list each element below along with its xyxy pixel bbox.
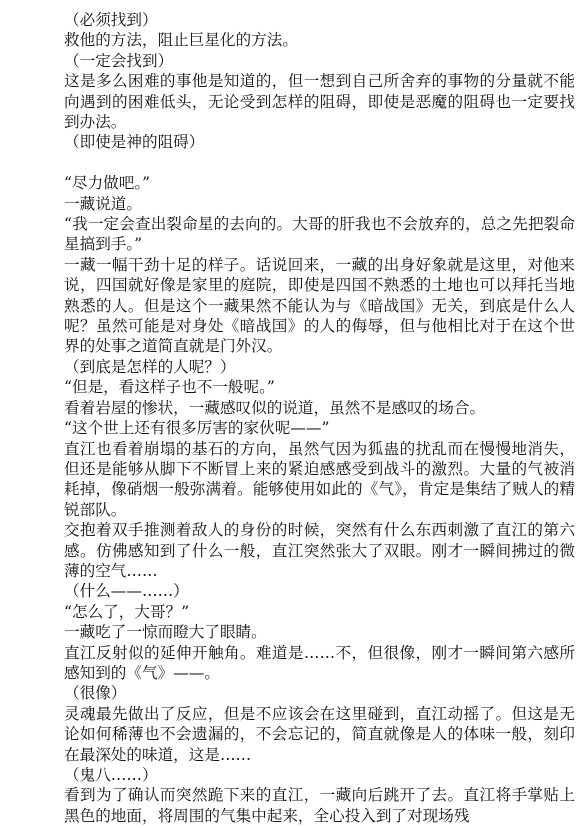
paragraph: （鬼八……）: [64, 766, 158, 785]
paragraph: 直江也看着崩塌的基石的方向，虽然气因为狐蛊的扰乱而在慢慢地消失，但还是能够从脚下不断冒上来的紧迫感感受到战斗的激烈。大量的气被消耗掉，像硝烟一般弥满着。能够使用如此的《气》，肯定是集结了贼人的精锐部队。: [64, 439, 575, 519]
paragraph: 救他的方法，阻止巨星化的方法。: [64, 31, 298, 50]
paragraph: 这是多么困难的事他是知道的，但一想到自己所舍弃的事物的分量就不能向遇到的困难低头，无论受到怎样的阻碍，即使是恶魔的阻碍也一定要找到办法。: [64, 72, 575, 132]
paragraph: “尽力做吧。”: [64, 174, 151, 193]
paragraph: （即使是神的阻碍）: [64, 133, 205, 152]
paragraph: 一藏说道。: [64, 194, 142, 213]
paragraph: 看到为了确认而突然跪下来的直江，一藏向后跳开了去。直江将手掌贴上黑色的地面，将周围的气集中起来，全心投入到了对现场残: [64, 786, 575, 825]
paragraph: （一定会找到）: [64, 51, 174, 70]
paragraph: 交抱着双手推测着敌人的身份的时候，突然有什么东西刺激了直江的第六感。仿佛感知到了什么一般，直江突然张大了双眼。刚才一瞬间拂过的微薄的空气……: [64, 521, 575, 580]
paragraph: （必须找到）: [64, 11, 158, 29]
paragraph: 看着岩屋的惨状，一藏感叹似的说道，虽然不是感叹的场合。: [64, 398, 486, 417]
paragraph: “但是，看这样子也不一般呢。”: [64, 378, 275, 397]
paragraph: （什么——……）: [64, 582, 189, 601]
paragraph: 直江反射似的延伸开触角。难道是……不，但很像，刚才一瞬间第六感所感知到的《气》——。: [64, 643, 575, 682]
blank-line: [64, 153, 575, 173]
paragraph: 一藏一幅干劲十足的样子。话说回来，一藏的出身好象就是这里，对他来说，四国就好像是家里的庭院，即使是四国不熟悉的土地也可以拜托当地熟悉的人。但是这个一藏果然不能认为与《暗战国》无关，到底是什么人呢？虽然可能是对身处《暗战国》的人的侮辱，但与他相比对于在这个世界的处事之道简直就是门外汉。: [64, 255, 575, 356]
paragraph: （到底是怎样的人呢？）: [64, 357, 236, 376]
paragraph: 一藏吃了一惊而瞪大了眼睛。: [64, 623, 267, 642]
paragraph: “我一定会查出裂命星的去向的。大哥的肝我也不会放弃的，总之先把裂命星搞到手。”: [64, 215, 575, 254]
paragraph: 灵魂最先做出了反应，但是不应该会在这里碰到，直江动摇了。但这是无论如何稀薄也不会遗漏的，不会忘记的，简直就像是人的体味一般，刻印在最深处的味道，这是……: [64, 704, 575, 764]
paragraph: “怎么了，大哥？”: [64, 602, 190, 621]
paragraph: （很像）: [64, 684, 127, 703]
paragraph: “这个世上还有很多厉害的家伙呢——”: [64, 419, 330, 438]
